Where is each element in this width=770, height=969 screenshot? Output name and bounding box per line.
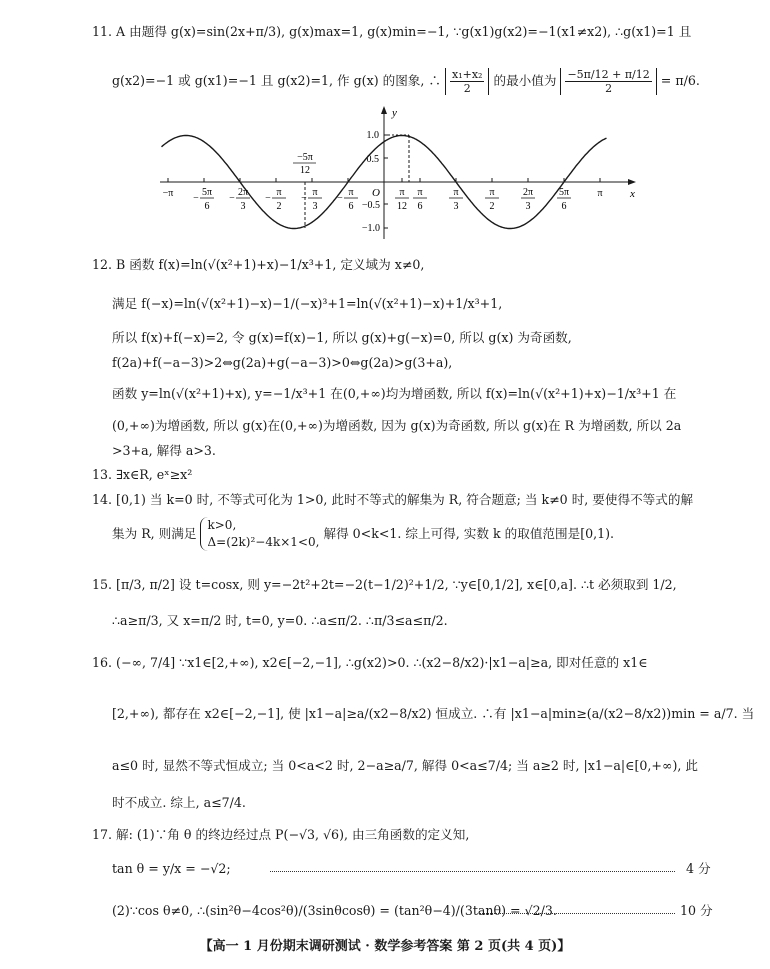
x-axis-arrow [628,179,636,185]
x-tick-den-6: 12 [397,201,407,212]
x-tick-den-3: 2 [276,201,282,212]
q11-line2b: 的最小值为 [493,73,557,88]
q12-line4 [112,355,452,371]
q12-line7 [112,443,216,459]
x-tick-den-7: 6 [417,201,423,212]
q16-l1: 16. (−∞, 7/4] ∵x1∈[2,+∞), x2∈[−2,−1], ∴g(x2)>0. ∴(x2−8/x2)·|x1−a|≥a, 即对任意的 x1∈ [92,655,648,670]
sys-line2: Δ=(2k)²−4k×1<0, [207,535,320,549]
q12-l1: 12. B 函数 f(x)=ln(√(x²+1)+x)−1/x³+1, 定义域为 x≠0, [92,257,425,272]
q17-line2 [112,861,231,877]
q17-line1 [92,827,469,843]
x-tick-label-7: π [417,187,423,198]
x-tick-label-1: 5π [201,187,213,198]
x-tick-den-5: 6 [348,201,354,212]
x-tick-label-3: π [276,187,282,198]
abs-min-value: $\frac{-5\pi/12 + \pi/12}{2}$ [560,68,656,95]
q11-line1-text: 11. A 由题得 g(x)=sin(2x+π/3), g(x)max=1, g(x)min=−1, ∵g(x1)g(x2)=−1(x1≠x2), ∴g(x1)=1 且 [92,24,692,39]
y-axis-label: y [392,107,397,119]
x-tick-label-5: π [348,187,354,198]
q16-l4: 时不成立. 综上, a≤7/4. [112,795,246,810]
q12-line2 [112,296,502,312]
q12-l6: (0,+∞)为增函数, 所以 g(x)在(0,+∞)为增函数, 因为 g(x)为奇函数, 所以 g(x)在 R 为增函数, 所以 2a [112,418,682,433]
q15-line1 [92,577,677,593]
q16-l2: [2,+∞), 都存在 x2∈[−2,−1], 使 |x1−a|≥a/(x2−8/x2) 恒成立. ∴有 |x1−a|min≥(a/(x2−8/x2))min = a/7. 当 [112,706,755,721]
q11-line2c: = π/6. [660,73,700,88]
q14-line1 [92,492,693,508]
abs-half-sum: $\frac{\text{x₁+x₂}}{2}$ [445,68,489,95]
x-tick-den-10: 3 [525,201,531,212]
annotation-num: −5π [297,152,313,163]
score-leader-2 [480,913,675,914]
q11-line2 [112,68,700,95]
q12-line6 [112,418,681,434]
q17-line3 [112,903,557,919]
x-tick-den-4: 3 [312,201,318,212]
x-tick-minus-3: − [265,193,271,204]
origin-label: O [372,187,380,199]
y-tick-1: 1.0 [366,130,379,141]
sine-graph [150,104,640,244]
q16-line2 [112,706,754,722]
x-tick-label-4: π [312,187,318,198]
y-axis-arrow [381,106,387,114]
q12-l2: 满足 f(−x)=ln(√(x²+1)−x)−1/(−x)³+1=ln(√(x²+1)−x)+1/x³+1, [112,296,503,311]
x-tick-label-6: π [399,187,405,198]
y-tick-2: 0.5 [366,154,379,165]
q12-l3: 所以 f(x)+f(−x)=2, 令 g(x)=f(x)−1, 所以 g(x)+g(−x)=0, 所以 g(x) 为奇函数, [112,330,572,345]
x-tick-label-8: π [453,187,459,198]
x-tick-minus-4: − [301,193,307,204]
x-axis-label: x [630,188,635,200]
x-tick-label-0: −π [162,188,174,199]
annotation-group [293,152,316,176]
q13-l1: 13. ∃x∈R, eˣ≥x² [92,467,193,482]
q12-l4: f(2a)+f(−a−3)>2⇔g(2a)+g(−a−3)>0⇔g(2a)>g(3+a), [112,355,453,370]
x-tick-label-12: π [597,188,603,199]
x-tick-minus-2: − [229,193,235,204]
q14-line2 [112,517,614,551]
x-tick-minus-1: − [193,193,199,204]
x-tick-label-10: 2π [522,187,534,198]
q15-line2 [112,613,448,629]
page-footer: 【高一 1 月份期末调研测试 · 数学参考答案 第 2 页(共 4 页)】 [199,939,571,954]
q14-l1: 14. [0,1) 当 k=0 时, 不等式可化为 1>0, 此时不等式的解集为 R, 符合题意; 当 k≠0 时, 要使得不等式的解 [92,492,694,507]
x-tick-minus-5: − [337,193,343,204]
x-tick-den-1: 6 [204,201,210,212]
q14-l2a: 集为 R, 则满足 [112,526,197,541]
x-tick-den-11: 6 [561,201,567,212]
score-1-text: 4 分 [686,861,711,876]
inequality-system [200,517,319,551]
score-leader-1 [270,871,675,872]
q12-line3 [112,330,572,346]
x-tick-label-11: 5π [558,187,570,198]
score-2-text: 10 分 [680,903,713,918]
q13-line1 [92,467,192,483]
q15-l1: 15. [π/3, π/2] 设 t=cosx, 则 y=−2t²+2t=−2(t−1/2)²+1/2, ∵y∈[0,1/2], x∈[0,a]. ∴t 必须取到 1/2, [92,577,677,592]
q17-l2: tan θ = y/x = −√2; [112,861,231,876]
q15-l2: ∴a≥π/3, 又 x=π/2 时, t=0, y=0. ∴a≤π/2. ∴π/3≤a≤π/2. [112,613,448,628]
q16-line1 [92,655,648,671]
x-tick-den-2: 3 [240,201,246,212]
q12-l5: 函数 y=ln(√(x²+1)+x), y=−1/x³+1 在(0,+∞)均为增函数, 所以 f(x)=ln(√(x²+1)+x)−1/x³+1 在 [112,386,677,401]
annotation-den: 12 [300,165,310,176]
q14-l2b: 解得 0<k<1. 综上可得, 实数 k 的取值范围是[0,1). [323,526,615,541]
q12-line5 [112,386,676,402]
q12-line1 [92,257,424,273]
x-tick-den-8: 3 [453,201,459,212]
q17-l3: (2)∵cos θ≠0, ∴(sin²θ−4cos²θ)/(3sinθcosθ) = (tan²θ−4)/(3tanθ) = √2/3. [112,903,557,918]
score-2 [680,903,713,919]
x-ticks [163,178,603,212]
y-tick-3: −0.5 [361,200,380,211]
score-1 [686,861,711,877]
y-tick-4: −1.0 [361,223,380,234]
x-tick-label-9: π [489,187,495,198]
q11-line1 [92,24,691,40]
sys-line1: k>0, [207,518,237,532]
x-tick-den-9: 2 [489,201,495,212]
q16-line3 [112,758,698,774]
q12-l7: >3+a, 解得 a>3. [112,443,216,458]
q17-l1: 17. 解: (1)∵角 θ 的终边经过点 P(−√3, √6), 由三角函数的定义知, [92,827,470,842]
q11-line2a: g(x2)=−1 或 g(x1)=−1 且 g(x2)=1, 作 g(x) 的图象, ∴ [112,73,441,88]
x-tick-label-2: 2π [237,187,249,198]
q16-line4 [112,795,246,811]
q16-l3: a≤0 时, 显然不等式恒成立; 当 0<a<2 时, 2−a≥a/7, 解得 0<a≤7/4; 当 a≥2 时, |x1−a|∈[0,+∞), 此 [112,758,698,773]
